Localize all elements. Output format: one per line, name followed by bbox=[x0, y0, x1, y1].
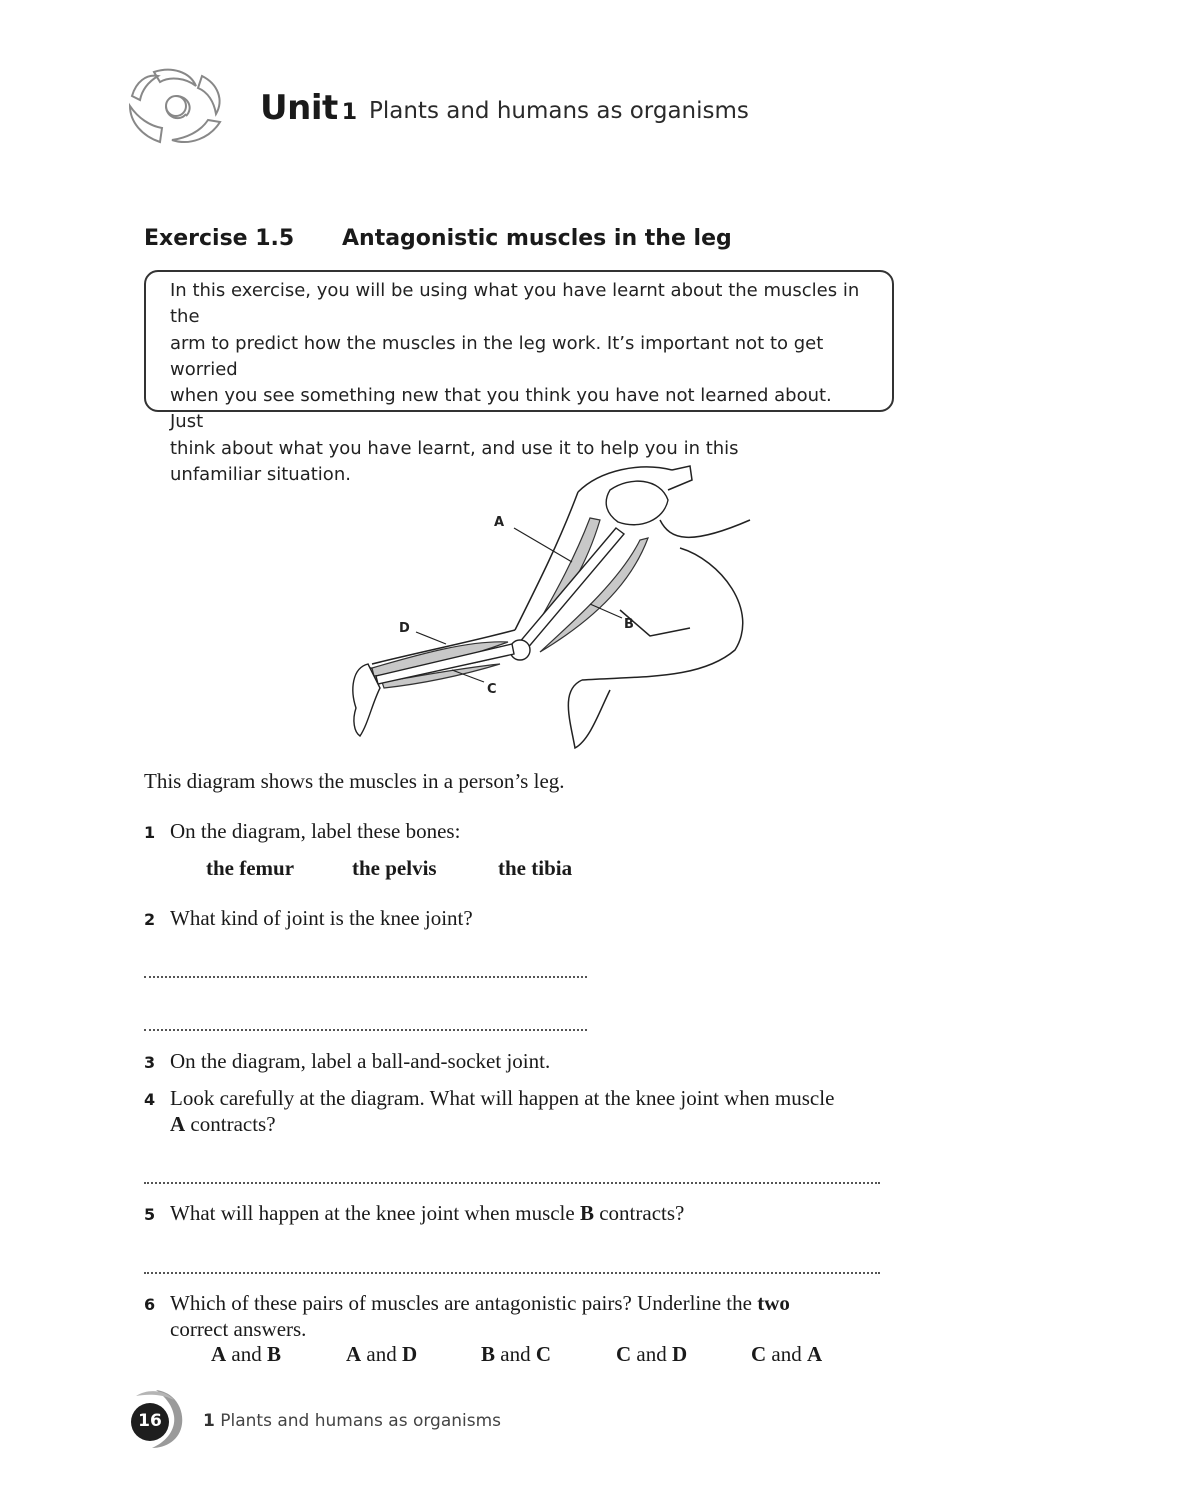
label-c: C bbox=[487, 682, 497, 697]
page-number: 16 bbox=[138, 1411, 162, 1431]
pair-and: and bbox=[766, 1342, 807, 1366]
question-number-4: 4 bbox=[144, 1090, 156, 1109]
footer-chapter-title: Plants and humans as organisms bbox=[214, 1411, 502, 1431]
intro-line: think about what you have learnt, and use it to help you in this bbox=[170, 437, 739, 459]
question-4-text bbox=[170, 1085, 834, 1137]
swirl-logo-icon bbox=[124, 62, 234, 146]
question-5-post: contracts? bbox=[593, 1201, 685, 1225]
answer-line-2a[interactable] bbox=[144, 974, 587, 978]
pair-second: D bbox=[402, 1342, 418, 1366]
leg-muscle-diagram bbox=[340, 455, 770, 760]
footer-chapter-number: 1 bbox=[203, 1411, 215, 1431]
pair-first: C bbox=[751, 1342, 767, 1366]
bones-outline bbox=[353, 481, 668, 736]
question-2-text: What kind of joint is the knee joint? bbox=[170, 906, 473, 930]
answer-pair-b-c[interactable] bbox=[481, 1342, 551, 1367]
answer-pair-c-a[interactable] bbox=[751, 1342, 822, 1367]
question-6-line2: correct answers. bbox=[170, 1317, 307, 1341]
unit-number: 1 bbox=[341, 100, 357, 125]
label-b: B bbox=[624, 617, 634, 632]
label-a: A bbox=[494, 515, 505, 530]
pair-first: A bbox=[211, 1342, 227, 1366]
question-number-5: 5 bbox=[144, 1205, 156, 1224]
pair-first: A bbox=[346, 1342, 362, 1366]
question-6-line1 bbox=[170, 1290, 790, 1316]
answer-line-2b[interactable] bbox=[144, 1027, 587, 1031]
question-number-6: 6 bbox=[144, 1295, 156, 1314]
question-number-1: 1 bbox=[144, 823, 156, 842]
pair-and: and bbox=[226, 1342, 267, 1366]
pair-second: B bbox=[267, 1342, 282, 1366]
intro-line: In this exercise, you will be using what you have learnt about the muscles in the bbox=[170, 280, 860, 328]
question-1-text: On the diagram, label these bones: bbox=[170, 819, 461, 843]
intro-line: unfamiliar situation. bbox=[170, 464, 351, 486]
muscle-a-ref: A bbox=[170, 1112, 186, 1136]
question-number-2: 2 bbox=[144, 910, 156, 929]
answer-pair-c-d[interactable] bbox=[616, 1342, 687, 1367]
unit-word: Unit bbox=[260, 88, 338, 128]
pair-second: A bbox=[807, 1342, 823, 1366]
bone-option-pelvis: the pelvis bbox=[352, 856, 437, 880]
unit-title bbox=[260, 88, 357, 128]
pair-first: C bbox=[616, 1342, 632, 1366]
pair-and: and bbox=[495, 1342, 536, 1366]
answer-pair-a-b[interactable] bbox=[211, 1342, 281, 1367]
diagram-caption: This diagram shows the muscles in a person’s leg. bbox=[144, 769, 565, 793]
question-6-text bbox=[170, 1290, 790, 1342]
label-d: D bbox=[399, 621, 410, 636]
intro-line: arm to predict how the muscles in the leg work. It’s important not to get worried bbox=[170, 332, 824, 380]
intro-box bbox=[144, 270, 894, 486]
question-4-line2 bbox=[170, 1111, 834, 1137]
exercise-number: Exercise 1.5 bbox=[144, 226, 295, 251]
pair-and: and bbox=[631, 1342, 672, 1366]
exercise-title: Antagonistic muscles in the leg bbox=[342, 226, 732, 251]
question-4-line2-rest: contracts? bbox=[185, 1112, 276, 1136]
question-5-text bbox=[170, 1200, 684, 1226]
question-6-line1-pre: Which of these pairs of muscles are antagonistic pairs? Underline the bbox=[170, 1291, 758, 1315]
bone-option-tibia: the tibia bbox=[498, 856, 573, 880]
question-5-pre: What will happen at the knee joint when muscle bbox=[170, 1201, 580, 1225]
unit-subtitle: Plants and humans as organisms bbox=[369, 98, 749, 124]
pair-second: D bbox=[672, 1342, 688, 1366]
question-4-line1: Look carefully at the diagram. What will happen at the knee joint when muscle bbox=[170, 1086, 835, 1110]
pair-second: C bbox=[535, 1342, 552, 1366]
pair-and: and bbox=[361, 1342, 402, 1366]
muscle-b-ref: B bbox=[579, 1201, 594, 1225]
answer-line-5[interactable] bbox=[144, 1270, 880, 1274]
question-6-emphasis: two bbox=[757, 1291, 790, 1315]
footer-chapter bbox=[203, 1411, 501, 1431]
question-number-3: 3 bbox=[144, 1053, 156, 1072]
question-3-text: On the diagram, label a ball-and-socket joint. bbox=[170, 1049, 551, 1073]
pair-first: B bbox=[481, 1342, 496, 1366]
answer-pair-a-d[interactable] bbox=[346, 1342, 417, 1367]
intro-line: when you see something new that you think you have not learned about. Just bbox=[170, 385, 832, 433]
answer-line-4[interactable] bbox=[144, 1180, 880, 1184]
pelvis-shape bbox=[606, 481, 668, 525]
bone-option-femur: the femur bbox=[206, 856, 295, 880]
